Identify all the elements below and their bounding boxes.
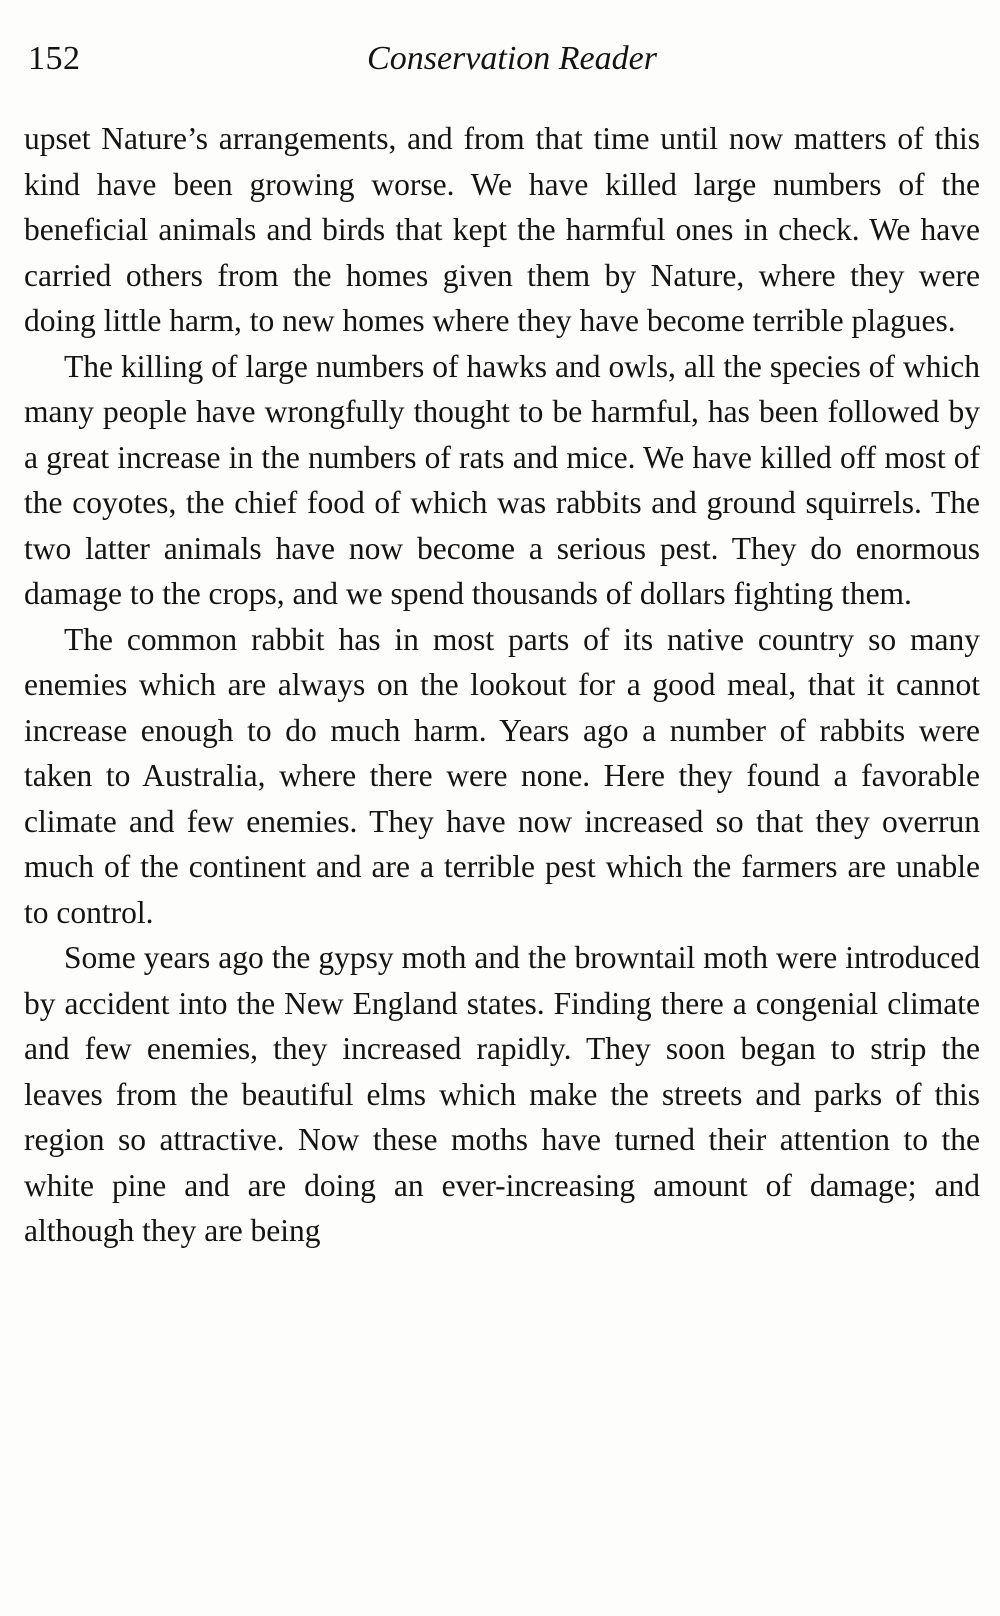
paragraph-continued: upset Nature’s arrangements, and from that time until now matters of this kind have been growing worse. We have killed large numbers of the beneficial animals and birds that kept the harmful ones in check. We have carried others from the homes given them by Nature, where they were doing little harm, to new homes where they have become terrible plagues. bbox=[24, 121, 980, 338]
paragraph-common-rabbit: The common rabbit has in most parts of its native country so many enemies which are always on the lookout for a good meal, that it cannot increase enough to do much harm. Years ago a number of rabbits were taken to Australia, where there were none. Here they found a favorable climate and few enemies. They have now increased so that they overrun much of the continent and are a terrible pest which the farmers are unable to control. bbox=[24, 621, 980, 930]
page-number: 152 bbox=[28, 40, 81, 77]
paragraph-gypsy-moth: Some years ago the gypsy moth and the browntail moth were introduced by accident into the New England states. Finding there a congenial climate and few enemies, they increased rapidly. They soon began to strip the leaves from the beautiful elms which make the streets and parks of this region so attractive. Now these moths have turned their attention to the white pine and are doing an ever-increasing amount of damage; and although they are being bbox=[24, 940, 980, 1248]
running-head bbox=[28, 34, 956, 84]
body-text bbox=[24, 116, 980, 1254]
running-title: Conservation Reader bbox=[367, 40, 657, 77]
paragraph-hawks-and-owls: The killing of large numbers of hawks and owls, all the species of which many people have wrongfully thought to be harmful, has been followed by a great increase in the numbers of rats and mice. We have killed off most of the coyotes, the chief food of which was rabbits and ground squirrels. The two latter animals have now become a serious pest. They do enormous damage to the crops, and we spend thousands of dollars fighting them. bbox=[24, 348, 980, 611]
